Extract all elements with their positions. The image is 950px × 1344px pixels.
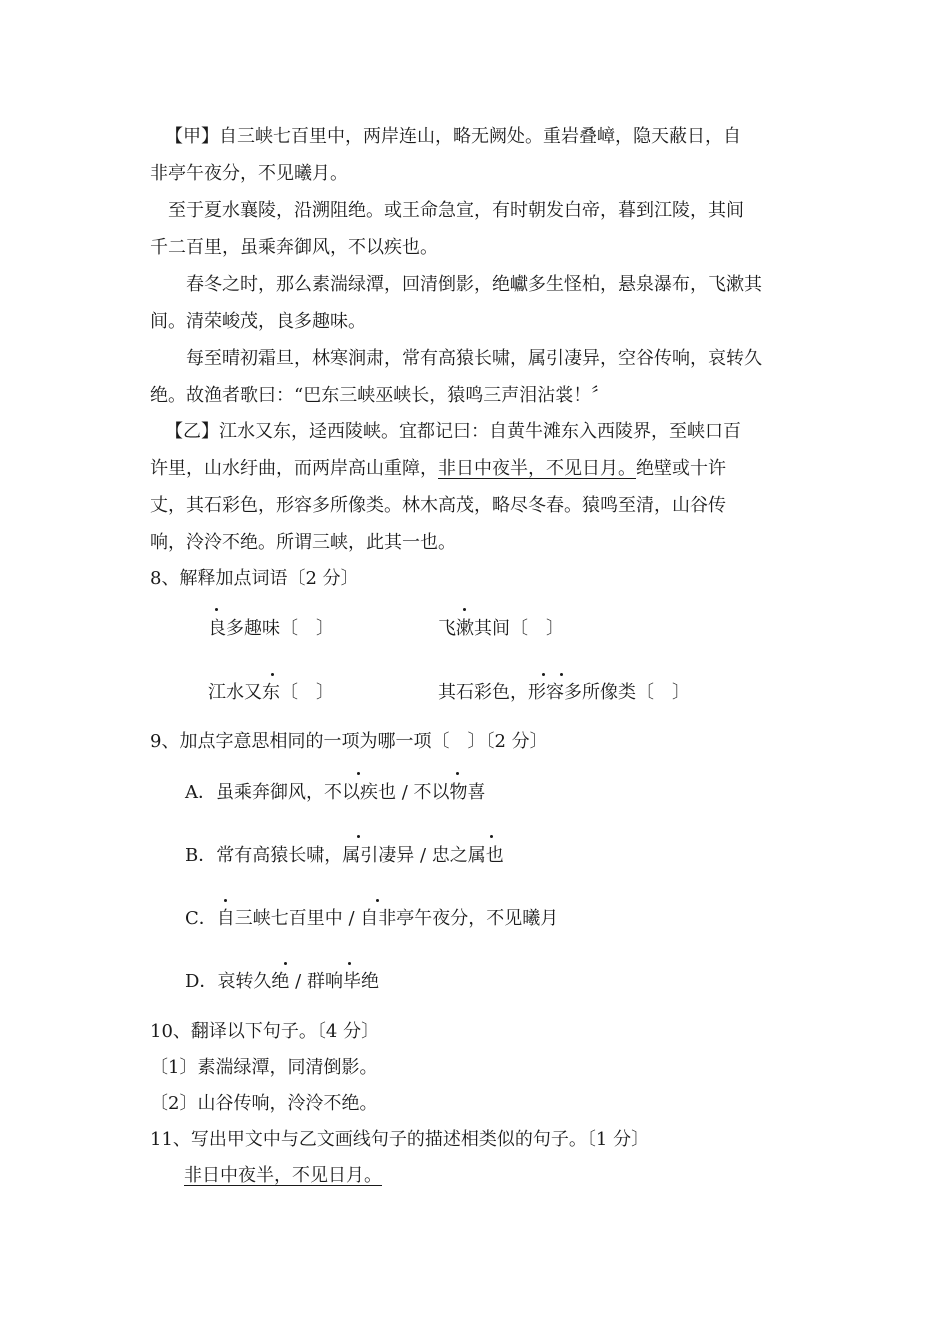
option-letter: D． (185, 971, 218, 992)
passage-yi-line-2-pre: 许里，山水纡曲，而两岸高山重障， (150, 458, 438, 479)
q10-item-2: 〔2〕山谷传响，泠泠不绝。 (150, 1093, 378, 1114)
q9-option-d (185, 970, 379, 994)
passage-jia-line-1: 【甲】自三峡七百里中，两岸连山，略无阙处。重岩叠嶂，隐天蔽日，自 (165, 126, 741, 147)
passage-yi-line-4: 响，泠泠不绝。所谓三峡，此其一也。 (150, 532, 456, 553)
passage-p3-line-2: 间。清荣峻茂，良多趣味。 (150, 311, 366, 332)
passage-p4-line-2: 绝。故渔者歌曰：“巴东三峡巫峡长，猿鸣三声泪沾裳！〞 (150, 385, 610, 406)
emphasis-dot (215, 608, 218, 611)
q9-title: 9、加点字意思相同的一项为哪一项〔 〕〔2 分〕 (150, 731, 548, 752)
passage-p2-line-1: 至于夏水襄陵，沿溯阻绝。或王命急宣，有时朝发白帝，暮到江陵，其间 (168, 200, 744, 221)
q9-option-b (185, 844, 504, 868)
option-letter: B． (185, 845, 217, 866)
passage-yi-line-2-post: 绝壁或十许 (636, 458, 726, 479)
emphasis-dot (348, 962, 351, 965)
emphasis-dot (463, 608, 466, 611)
emphasis-dot (490, 835, 493, 838)
q10-title: 10、翻译以下句子。〔4 分〕 (150, 1021, 380, 1042)
passage-yi-line-2 (150, 457, 726, 481)
emphasis-dot (357, 835, 360, 838)
q8-item-3: 江水又东〔 〕 (208, 682, 334, 703)
q11-title: 11、写出甲文中与乙文画线句子的描述相类似的句子。〔1 分〕 (150, 1129, 650, 1150)
q11-answer: 非日中夜半，不见日月。 (184, 1165, 382, 1186)
emphasis-dot (376, 899, 379, 902)
passage-p4-line-1: 每至晴初霜旦，林寒涧肃，常有高猿长啸，属引凄异，空谷传响，哀转久 (186, 348, 762, 369)
option-letter: C． (185, 908, 217, 929)
emphasis-dot (456, 772, 459, 775)
emphasis-dot (224, 899, 227, 902)
emphasis-dot (560, 673, 563, 676)
passage-p2-line-2: 千二百里，虽乘奔御风，不以疾也。 (150, 237, 438, 258)
q9-option-a (185, 781, 486, 805)
q8-item-4: 其石彩色，形容多所像类〔 〕 (438, 682, 690, 703)
passage-yi-line-1: 【乙】江水又东，迳西陵峡。宜都记曰：自黄牛滩东入西陵界，至峡口百 (165, 421, 741, 442)
emphasis-dot (542, 673, 545, 676)
emphasis-dot (271, 673, 274, 676)
option-letter: A． (185, 782, 216, 803)
option-text: 虽乘奔御风，不以疾也 / 不以物喜 (216, 782, 486, 803)
passage-yi-line-3: 丈，其石彩色，形容多所像类。林木高茂，略尽冬春。猿鸣至清，山谷传 (150, 495, 726, 516)
emphasis-dot (357, 772, 360, 775)
underlined-sentence: 非日中夜半，不见日月。 (438, 458, 636, 479)
emphasis-dot (284, 962, 287, 965)
q8-item-1: 良多趣味〔 〕 (208, 618, 334, 639)
option-text: 常有高猿长啸，属引凄异 / 忠之属也 (216, 845, 504, 866)
q8-item-2: 飞漱其间〔 〕 (438, 618, 564, 639)
q10-item-1: 〔1〕素湍绿潭，同清倒影。 (150, 1057, 378, 1078)
q8-title: 8、解释加点词语〔2 分〕 (150, 568, 359, 589)
option-text: 自三峡七百里中 / 自非亭午夜分，不见曦月 (216, 908, 559, 929)
passage-jia-line-2: 非亭午夜分，不见曦月。 (150, 163, 348, 184)
passage-p3-line-1: 春冬之时，那么素湍绿潭，回清倒影，绝巘多生怪柏，悬泉瀑布，飞漱其 (186, 274, 762, 295)
option-text: 哀转久绝 / 群响毕绝 (217, 971, 379, 992)
q9-option-c (185, 907, 558, 931)
